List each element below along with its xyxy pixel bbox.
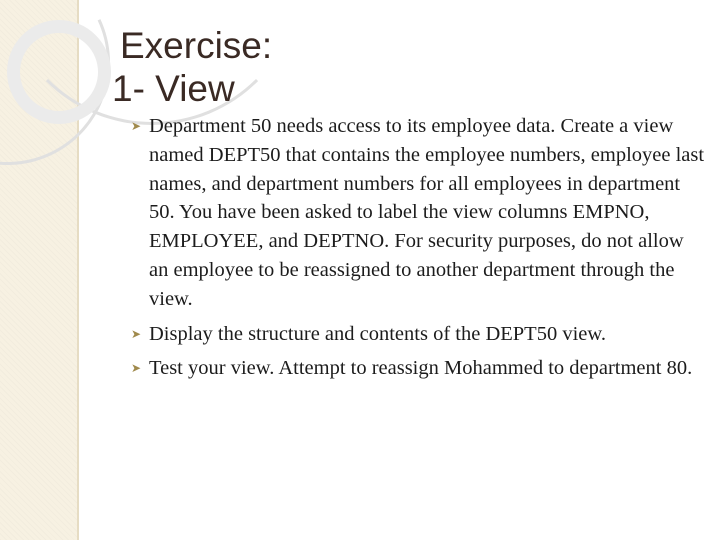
decorative-ring bbox=[7, 20, 111, 124]
bullet-item bbox=[131, 112, 706, 314]
title-line-2: 1- View bbox=[112, 68, 235, 109]
bullet-item bbox=[131, 320, 706, 349]
bullet-text: Department 50 needs access to its employee data. Create a view named DEPT50 that contains the employee numbers, employee last names, and department numbers for all employees in department 50. You have been asked to label the view columns EMPNO, EMPLOYEE, and DEPTNO. For security purposes, do not allow an employee to be reassigned to another department through the view. bbox=[149, 115, 705, 310]
title-line-1: Exercise: bbox=[120, 25, 273, 66]
bullet-list bbox=[131, 112, 706, 389]
slide-title bbox=[112, 24, 272, 110]
bullet-item bbox=[131, 354, 706, 383]
bullet-text: Test your view. Attempt to reassign Mohammed to department 80. bbox=[149, 357, 693, 380]
bullet-icon: ➤ bbox=[131, 361, 142, 376]
bullet-icon: ➤ bbox=[131, 326, 142, 341]
bullet-icon: ➤ bbox=[131, 119, 142, 133]
bullet-text: Display the structure and contents of the DEPT50 view. bbox=[149, 322, 606, 345]
